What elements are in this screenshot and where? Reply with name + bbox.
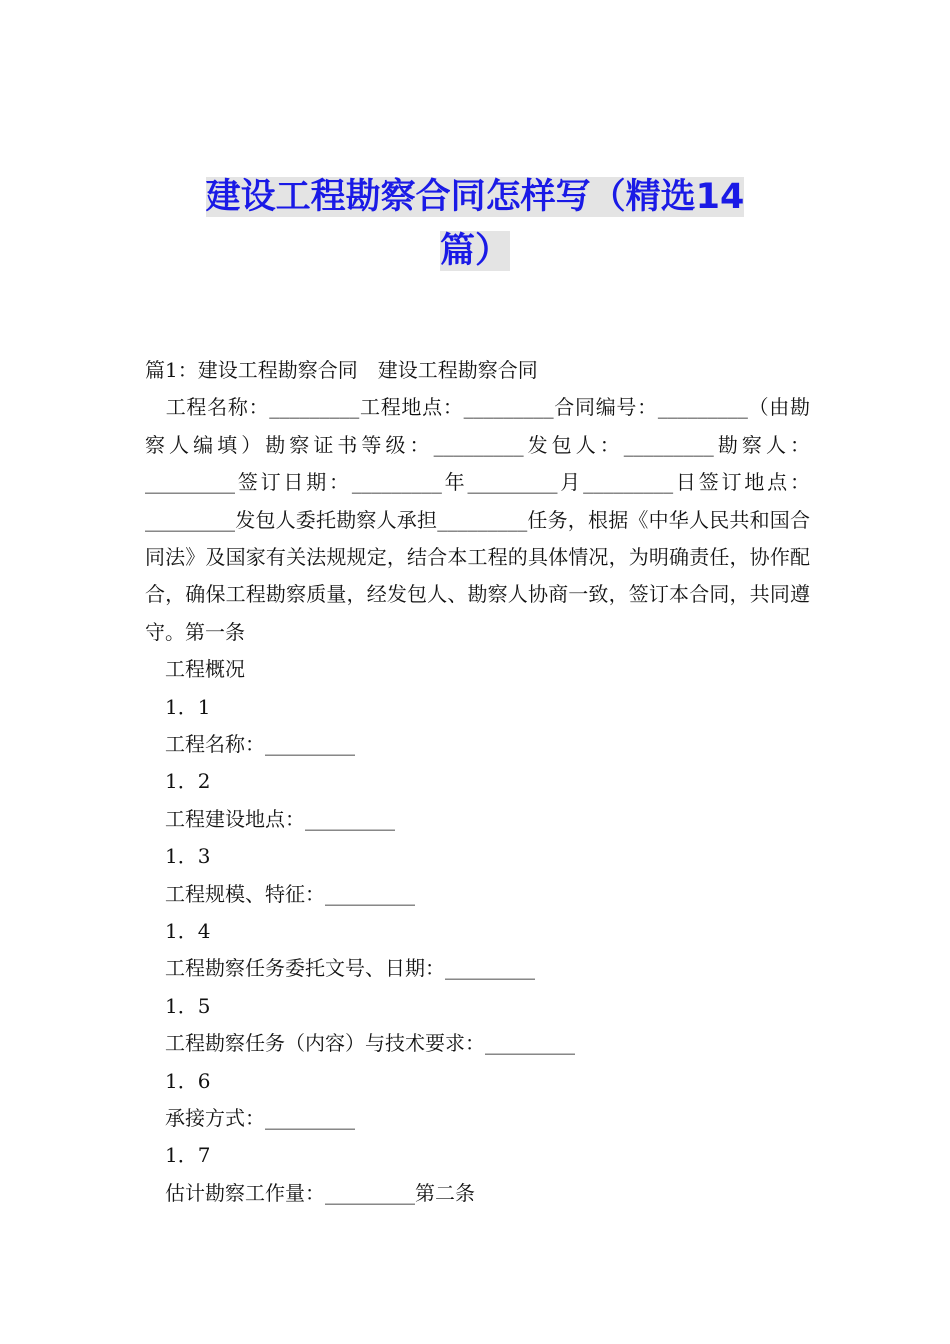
intro-paragraph: 工程名称：_________工程地点：_________合同编号：_________（由勘察人编填）勘察证书等级：_________发包人：_________勘察人：_________签订日期：_________年_________月_________日签订地点：_________发包人委托勘察人承担_________任务，根据《中华人民共和国合同法》及国家有关法规规定，结合本工程的具体情况，为明确责任，协作配合，确保工程勘察质量，经发包人、勘察人协商一致，签订本合同，共同遵守。第一条	[145, 395, 810, 644]
body-line: 1．3	[165, 844, 211, 869]
body-line: 1．6	[165, 1068, 211, 1093]
title-line-1: 建设工程勘察合同怎样写（精选14	[205, 177, 745, 217]
section-heading: 篇1：建设工程勘察合同 建设工程勘察合同	[145, 358, 538, 382]
body-line: 1．5	[165, 993, 211, 1018]
body-line: 1．4	[165, 918, 211, 943]
body-line: 1．2	[165, 769, 211, 794]
body-line: 工程概况	[165, 657, 245, 682]
body-line: 估计勘察工作量：_________第二条	[165, 1180, 475, 1205]
document-title	[150, 170, 800, 278]
body-line: 工程规模、特征：_________	[165, 881, 415, 906]
body-line: 工程名称：_________	[165, 732, 355, 757]
body-line: 工程勘察任务委托文号、日期：_________	[165, 956, 535, 981]
document-body	[145, 352, 810, 1212]
title-line-2: 篇）	[439, 231, 510, 271]
body-line: 承接方式：_________	[165, 1105, 355, 1130]
body-line: 1．7	[165, 1143, 211, 1168]
body-line: 工程勘察任务（内容）与技术要求：_________	[165, 1031, 575, 1056]
body-line: 1．1	[165, 694, 211, 719]
body-line: 工程建设地点：_________	[165, 806, 395, 831]
